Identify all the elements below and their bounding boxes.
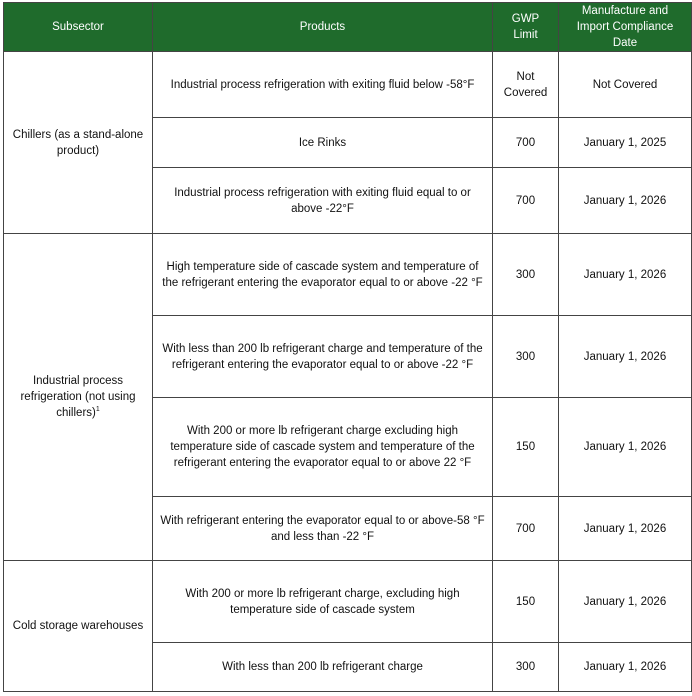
product-cell: High temperature side of cascade system and temperature of the refrigerant entering the evaporator equal to or above -22 °F <box>153 234 493 316</box>
header-row <box>4 3 692 52</box>
product-cell: With 200 or more lb refrigerant charge excluding high temperature side of cascade system and temperature of the refrigerant entering the evaporator equal to or above 22 °F <box>153 398 493 497</box>
gwp-cell: 300 <box>493 316 559 398</box>
product-cell: With 200 or more lb refrigerant charge, excluding high temperature side of cascade system <box>153 561 493 643</box>
product-cell: With less than 200 lb refrigerant charge <box>153 643 493 692</box>
date-cell: January 1, 2026 <box>559 398 692 497</box>
table-row <box>4 234 692 316</box>
gwp-cell: Not Covered <box>493 52 559 118</box>
header-products: Products <box>153 3 493 52</box>
subsector-cell: Cold storage warehouses <box>4 561 153 692</box>
date-cell: January 1, 2026 <box>559 234 692 316</box>
header-gwp-limit: GWP Limit <box>493 3 559 52</box>
subsector-cell: Chillers (as a stand-alone product) <box>4 52 153 234</box>
gwp-cell: 700 <box>493 497 559 561</box>
gwp-cell: 300 <box>493 643 559 692</box>
subsector-label: Industrial process refrigeration (not using chillers) <box>20 375 136 419</box>
date-cell: January 1, 2026 <box>559 168 692 234</box>
gwp-limits-table <box>3 2 692 692</box>
product-cell: Industrial process refrigeration with exiting fluid equal to or above -22°F <box>153 168 493 234</box>
date-cell: Not Covered <box>559 52 692 118</box>
gwp-cell: 700 <box>493 118 559 168</box>
date-cell: January 1, 2026 <box>559 561 692 643</box>
date-cell: January 1, 2026 <box>559 316 692 398</box>
gwp-cell: 150 <box>493 398 559 497</box>
header-compliance-date: Manufacture and Import Compliance Date <box>559 3 692 52</box>
product-cell: With refrigerant entering the evaporator equal to or above-58 °F and less than -22 °F <box>153 497 493 561</box>
date-cell: January 1, 2026 <box>559 497 692 561</box>
product-cell: Ice Rinks <box>153 118 493 168</box>
product-cell: Industrial process refrigeration with exiting fluid below -58°F <box>153 52 493 118</box>
gwp-cell: 150 <box>493 561 559 643</box>
gwp-cell: 700 <box>493 168 559 234</box>
header-subsector: Subsector <box>4 3 153 52</box>
gwp-cell: 300 <box>493 234 559 316</box>
table-row <box>4 561 692 643</box>
footnote-marker: 1 <box>95 406 100 414</box>
date-cell: January 1, 2026 <box>559 643 692 692</box>
product-cell: With less than 200 lb refrigerant charge and temperature of the refrigerant entering the evaporator equal to or above -22 °F <box>153 316 493 398</box>
date-cell: January 1, 2025 <box>559 118 692 168</box>
subsector-cell <box>4 234 153 561</box>
table-row <box>4 52 692 118</box>
